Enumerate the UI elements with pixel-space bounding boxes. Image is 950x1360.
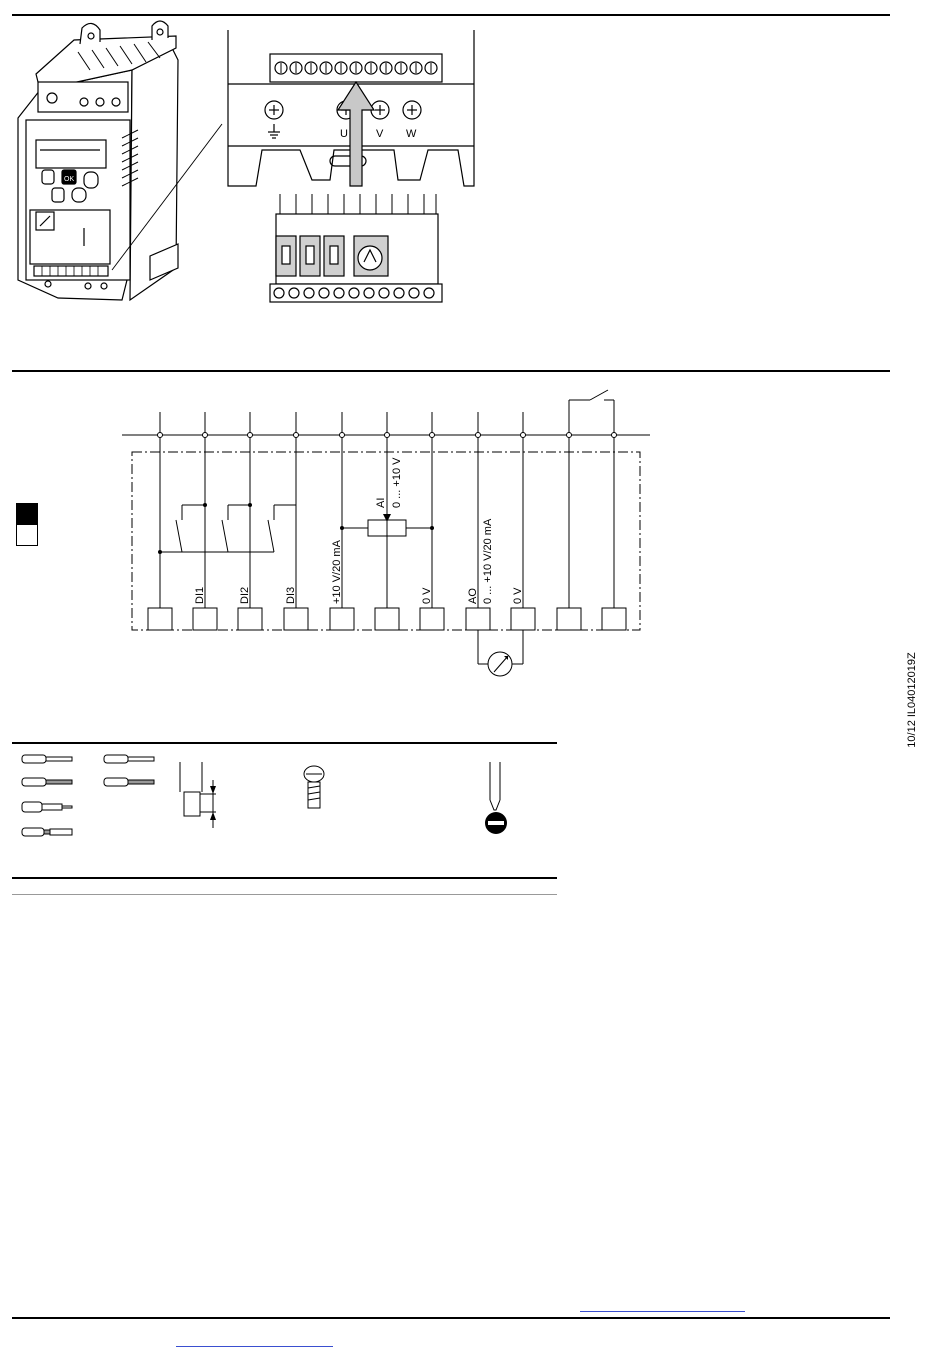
document-id: 10/12 IL04012019Z: [906, 652, 918, 748]
tools-thin-rule: [12, 894, 557, 895]
wiring-tool-symbols: [0, 740, 560, 880]
label-0v-a: 0 V: [421, 587, 433, 604]
terminal-w-label: W: [406, 128, 417, 140]
label-0v-b: 0 V: [512, 587, 524, 604]
terminal-u-label: U: [340, 128, 348, 140]
label-ai-range: 0 ... +10 V: [391, 457, 403, 508]
terminal-v-label: V: [376, 128, 384, 140]
label-ref-supply: +10 V/20 mA: [331, 540, 343, 604]
label-ao: AO: [467, 588, 479, 604]
footer-link-right[interactable]: [580, 1311, 745, 1312]
label-ai: AI: [375, 497, 387, 508]
bottom-rule: [12, 1317, 890, 1319]
label-di2: DI2: [239, 586, 251, 604]
ok-key-label: OK: [64, 176, 75, 183]
label-di1: DI1: [194, 586, 206, 604]
label-di3: DI3: [285, 586, 297, 604]
footer-link-left[interactable]: [176, 1346, 333, 1347]
label-ao-range: 0 ... +10 V/20 mA: [482, 518, 494, 604]
